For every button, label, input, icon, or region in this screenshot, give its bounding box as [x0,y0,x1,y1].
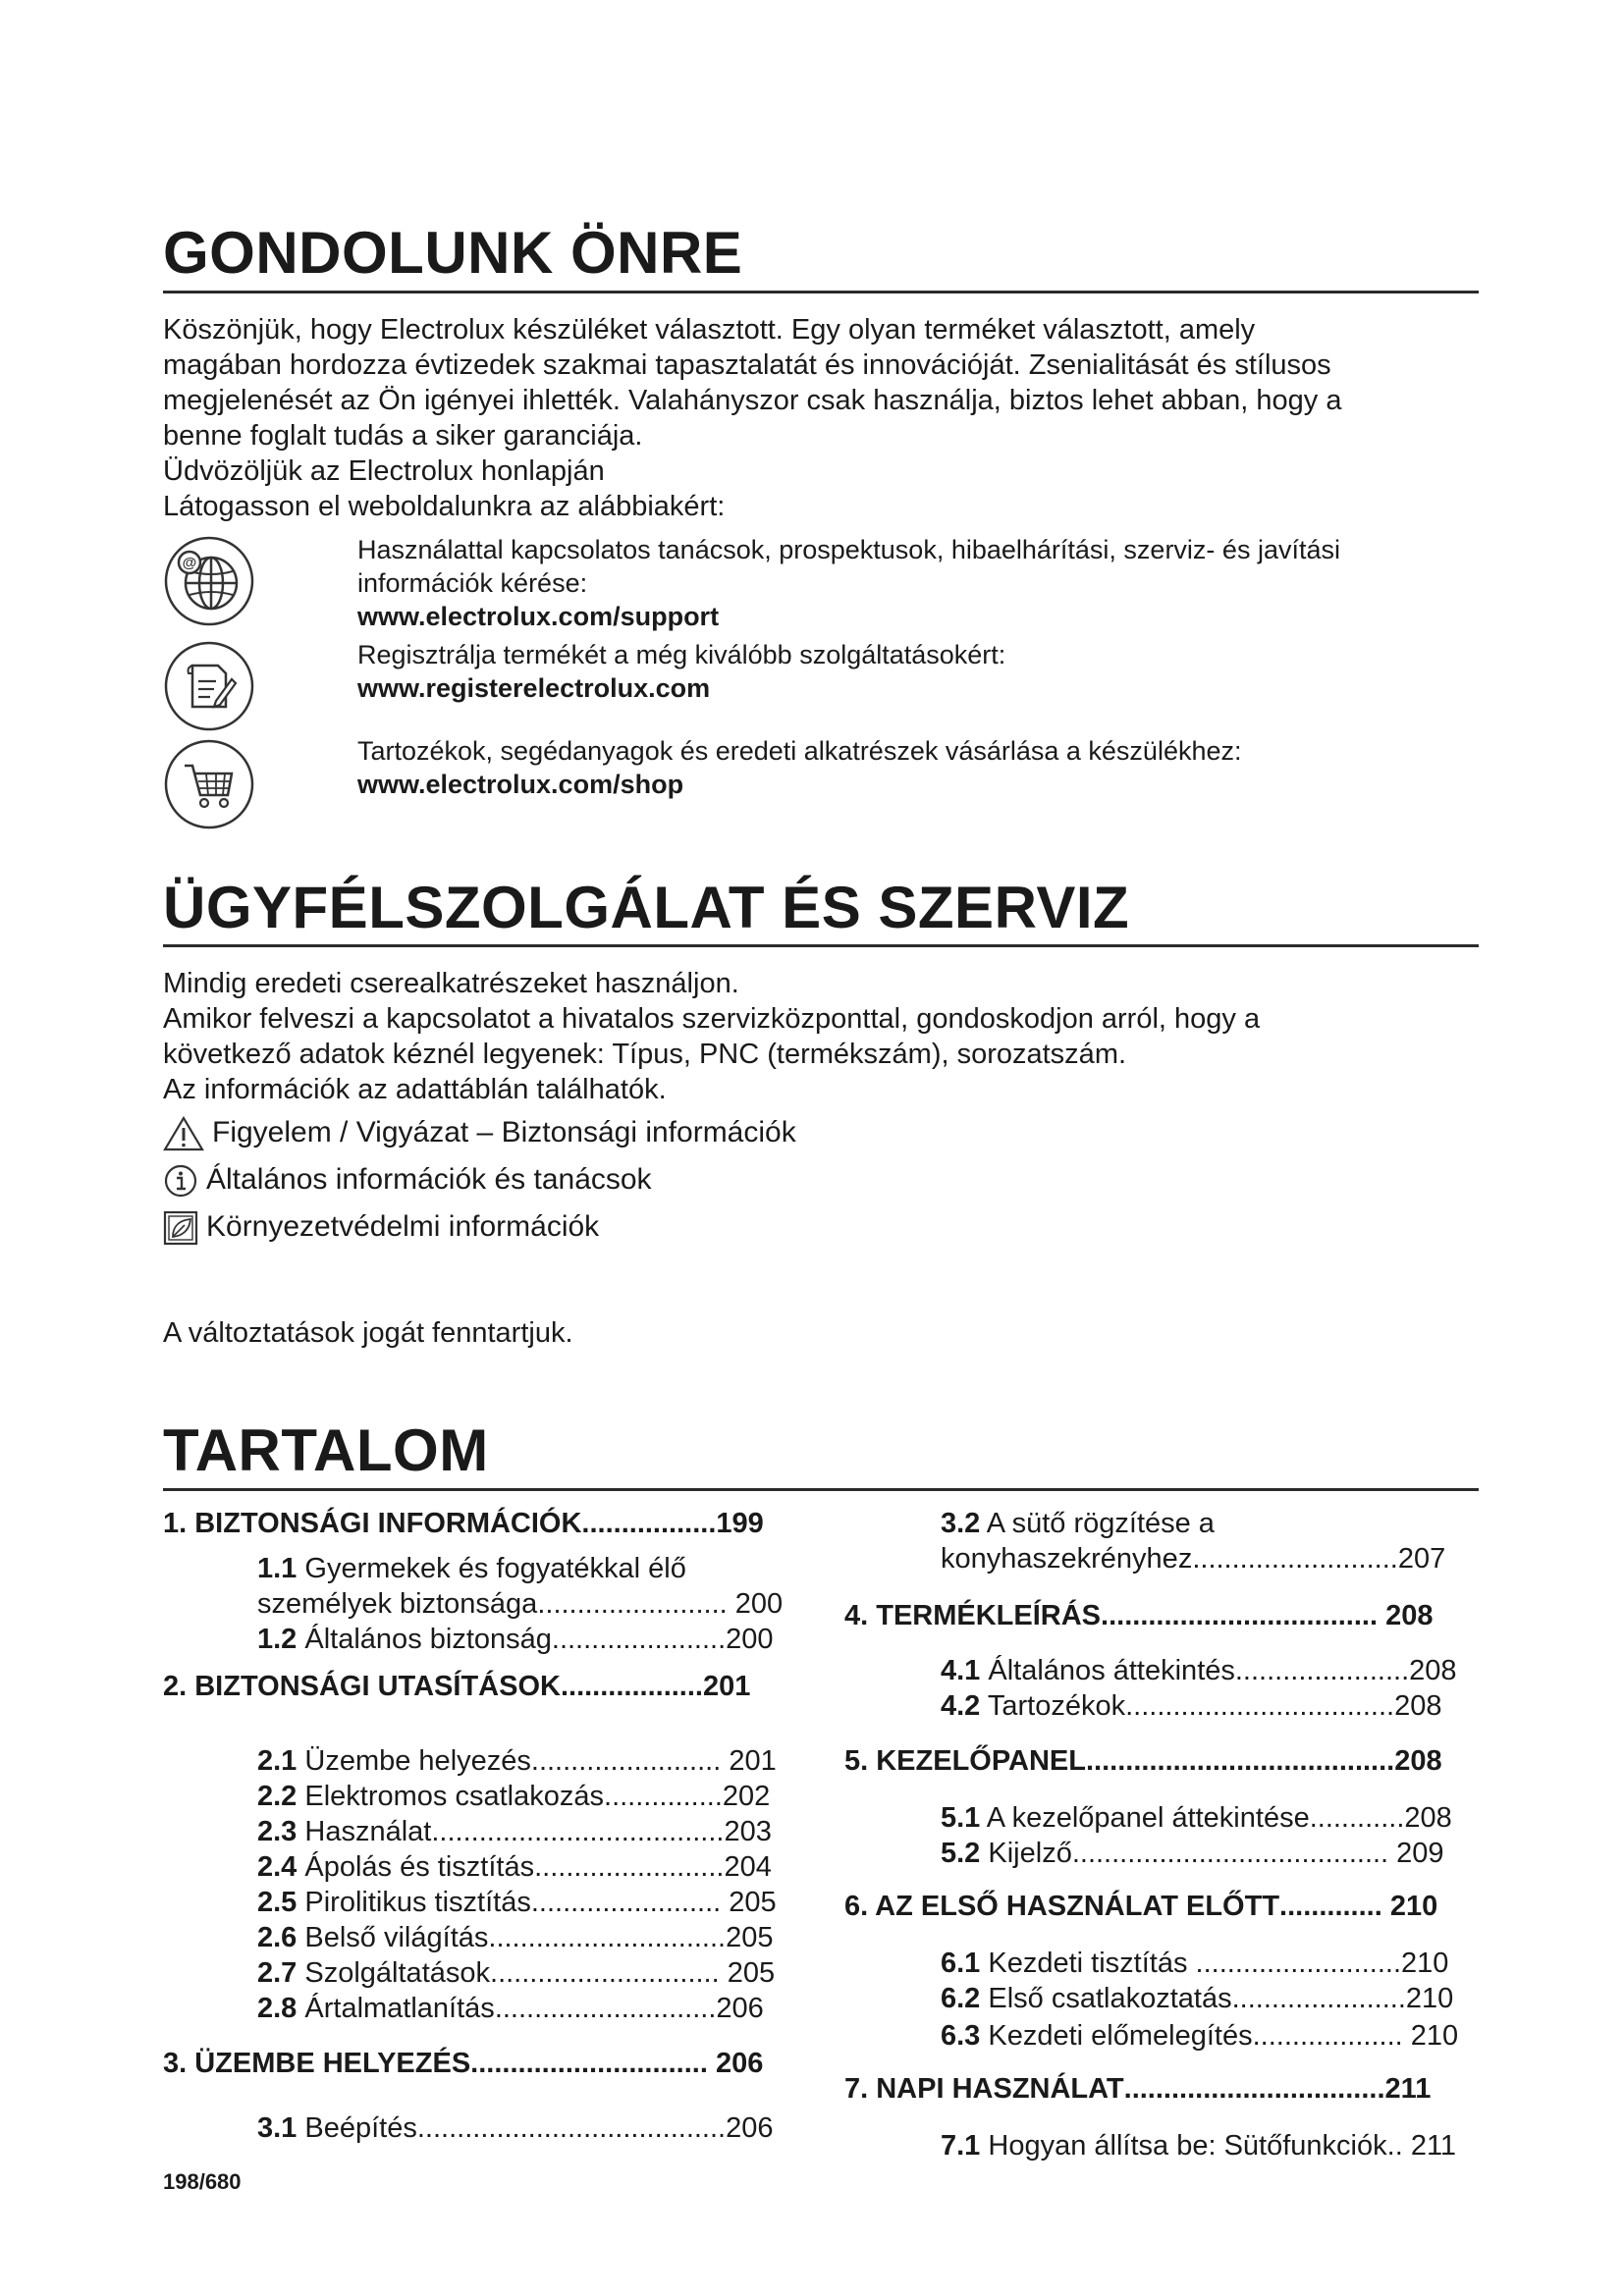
toc-section-number: 2.6 [257,1922,298,1953]
toc-entry-title: Szolgáltatások [304,1957,491,1989]
toc-entry-title: 3. ÜZEMBE HELYEZÉS [163,2048,471,2079]
toc-page-number: 207 [1397,1543,1446,1575]
toc-subsection-entry[interactable] [941,1836,1444,1871]
toc-section-number: 4.1 [941,1655,981,1686]
legend-info [163,1160,1145,1200]
toc-section-number: 5.2 [941,1838,981,1869]
support-link[interactable]: www.electrolux.com/support [357,602,720,631]
toc-section-number: 2.2 [257,1781,298,1812]
toc-page-number: 211 [1402,2130,1457,2162]
contact-line: Használattal kapcsolatos tanácsok, prospektusok, hibaelhárítási, szerviz- és javítási [357,535,1340,564]
toc-dot-leader: .. [1386,2130,1403,2162]
toc-entry-title: 5. KEZELŐPANEL [844,1745,1086,1777]
toc-dot-leader: ............. [1279,1891,1390,1922]
toc-page-number: 208 [1404,1802,1452,1834]
intro-line: Látogasson el weboldalunkra az alábbiakért: [163,491,726,522]
toc-entry-title: Gyermekek és fogyatékkal élő [304,1553,686,1584]
contact-support [163,535,1479,633]
section-rule [163,1488,1479,1491]
toc-entry-title: 7. NAPI HASZNÁLAT [844,2073,1124,2105]
toc-entry-title: személyek biztonsága [257,1588,538,1620]
intro-line: magában hordozza évtizedek szakmai tapasztalatát és innovációját. Zsenialitását és stílusos [163,349,1331,381]
toc-page-number: 210 [1401,1948,1449,1979]
toc-dot-leader: ............... [604,1781,723,1812]
contact-support-text [357,533,1479,633]
toc-entry-title: Kezdeti tisztítás [988,1948,1188,1979]
toc-page-number: 205 [727,1957,776,1989]
contact-line: Tartozékok, segédanyagok és eredeti alkatrészek vásárlása a készülékhez: [357,736,1242,766]
toc-page-number: 206 [726,2112,774,2144]
shopping-cart-icon [163,738,255,830]
toc-dot-leader: ....................................... [1086,1745,1395,1777]
toc-entry-title: konyhaszekrényhez [941,1543,1193,1575]
toc-page-number: 200 [734,1588,784,1620]
service-line: következő adatok kéznél legyenek: Típus, PNC (termékszám), sorozatszám. [163,1039,1127,1070]
toc-dot-leader: ....................................... [416,2112,727,2144]
toc-chapter-entry[interactable] [163,1506,764,1541]
toc-entry-title: Tartozékok [987,1690,1126,1722]
toc-entry-title: Elektromos csatlakozás [304,1781,605,1812]
toc-section-number: 1.2 [257,1624,298,1655]
toc-subsection-entry[interactable] [257,1551,686,1586]
toc-page-number: 210 [1405,1983,1454,2014]
toc-entry-title: Belső világítás [304,1922,489,1953]
toc-entry-title: 4. TERMÉKLEÍRÁS [844,1600,1102,1631]
toc-page-number: 205 [729,1887,777,1918]
toc-subsection-entry[interactable] [257,1991,764,2026]
toc-dot-leader: ........................ [530,1745,730,1777]
toc-section-number: 6.3 [941,2020,981,2052]
toc-dot-leader: .......................... [1187,1948,1402,1979]
toc-entry-title: Ártalmatlanítás [304,1993,495,2024]
section-title-service: ÜGYFÉLSZOLGÁLAT ÉS SZERVIZ [163,875,1130,940]
toc-section-number: 4.2 [941,1690,981,1722]
contact-line: Regisztrálja termékét a még kiválóbb szolgáltatásokért: [357,640,1006,669]
page-number: 198/680 [163,2169,242,2194]
toc-subsection-entry[interactable] [941,1946,1448,1981]
toc-entry-title: Ápolás és tisztítás [304,1851,535,1883]
register-link[interactable]: www.registerelectrolux.com [357,673,711,703]
toc-entry-title: Üzembe helyezés [304,1745,531,1777]
legend-environment [163,1207,1145,1247]
section-title-toc: TARTALOM [163,1417,489,1483]
globe-icon [163,535,255,627]
toc-section-number: 2.8 [257,1993,298,2024]
toc-entry-title: Beépítés [304,2112,417,2144]
toc-chapter-entry[interactable] [163,2046,763,2081]
toc-subsection-entry[interactable] [941,2018,1458,2054]
toc-page-number: 208 [1394,1745,1442,1777]
contact-line: információk kérése: [357,568,588,598]
toc-subsection-entry[interactable] [941,1981,1453,2016]
toc-section-number: 2.5 [257,1887,298,1918]
toc-subsection-entry[interactable] [257,2110,774,2146]
toc-dot-leader: .............................. [488,1922,727,1953]
toc-subsection-entry[interactable] [257,1743,777,1779]
toc-section-number: 3.1 [257,2112,298,2144]
toc-dot-leader: ........................................ [1071,1838,1397,1869]
warning-triangle-icon [163,1116,204,1151]
shop-link[interactable]: www.electrolux.com/shop [357,770,684,799]
toc-entry-title: Kijelző [988,1838,1072,1869]
toc-subsection-entry[interactable] [257,1586,783,1622]
toc-section-number: 3.2 [941,1508,981,1539]
service-line: Az információk az adattáblán találhatók. [163,1074,667,1105]
legend-text: Környezetvédelmi információk [206,1210,600,1243]
toc-dot-leader: ...................... [1231,1983,1406,2014]
info-icon [163,1163,198,1199]
section-rule [163,291,1479,294]
toc-subsection-entry[interactable] [257,1814,772,1849]
toc-section-number: 2.7 [257,1957,298,1989]
register-document-icon [163,640,255,732]
toc-subsection-entry[interactable] [941,1653,1457,1688]
toc-subsection-entry[interactable] [257,1920,774,1955]
toc-page-number: 201 [729,1745,777,1777]
toc-subsection-entry[interactable] [941,2128,1456,2163]
toc-chapter-entry[interactable] [844,1743,1442,1779]
toc-dot-leader: ..................................... [431,1816,725,1847]
toc-section-number: 6.1 [941,1948,981,1979]
toc-page-number: 205 [726,1922,774,1953]
toc-entry-title: Pirolitikus tisztítás [304,1887,531,1918]
toc-subsection-entry[interactable] [257,1885,777,1920]
legend-warning [163,1113,1145,1152]
toc-dot-leader: .................................. [1125,1690,1395,1722]
intro-line: Üdvözöljük az Electrolux honlapján [163,455,605,487]
toc-entry-title: A kezelőpanel áttekintése [986,1802,1310,1834]
toc-subsection-entry[interactable] [941,1506,1215,1541]
toc-section-number: 2.4 [257,1851,298,1883]
toc-subsection-entry[interactable] [257,1849,772,1885]
toc-chapter-entry[interactable] [163,1669,750,1704]
toc-entry-title: 1. BIZTONSÁGI INFORMÁCIÓK [163,1508,582,1539]
toc-page-number: 206 [716,1993,764,2024]
toc-section-number: 7.1 [941,2130,981,2162]
toc-dot-leader: ...................... [551,1624,727,1655]
toc-page-number: 210 [1410,2020,1459,2052]
toc-dot-leader: .......................... [1192,1543,1398,1575]
toc-chapter-entry[interactable] [844,1598,1433,1633]
toc-subsection-entry[interactable] [257,1955,775,1991]
toc-chapter-entry[interactable] [844,1889,1437,1924]
contact-register [163,640,1479,738]
toc-chapter-entry[interactable] [844,2071,1431,2107]
toc-dot-leader: ............................. [490,1957,728,1989]
toc-page-number: 211 [1384,2073,1432,2105]
toc-dot-leader: ........................ [530,1887,730,1918]
toc-page-number: 201 [702,1671,751,1702]
intro-paragraph [163,312,1479,524]
section-rule [163,944,1479,947]
changes-note: A változtatások jogát fenntartjuk. [163,1317,573,1349]
toc-page-number: 199 [716,1508,764,1539]
toc-entry-title: Kezdeti előmelegítés [988,2020,1253,2052]
svg-text:@: @ [182,555,197,571]
toc-entry-title: Első csatlakoztatás [988,1983,1232,2014]
toc-dot-leader: ...................... [1234,1655,1410,1686]
contact-register-text [357,638,1479,705]
toc-dot-leader: ................. [581,1508,717,1539]
toc-entry-title: A sütő rögzítése a [986,1508,1215,1539]
toc-dot-leader: ............ [1309,1802,1405,1834]
toc-entry-title: Általános áttekintés [988,1655,1235,1686]
toc-page-number: 206 [715,2048,764,2079]
service-line: Mindig eredeti cserealkatrészeket használjon. [163,968,739,999]
service-line: Amikor felveszi a kapcsolatot a hivatalos szervizközponttal, gondoskodjon arról, hogy a [163,1003,1261,1035]
toc-dot-leader: ........................ [534,1851,725,1883]
toc-dot-leader: .................. [560,1671,703,1702]
toc-page-number: 208 [1409,1655,1457,1686]
intro-line: benne foglalt tudás a siker garanciája. [163,420,643,452]
toc-page-number: 203 [724,1816,772,1847]
intro-line: megjelenését az Ön igényei ihlették. Valahányszor csak használja, biztos lehet abban, hogy a [163,385,1342,416]
intro-line: Köszönjük, hogy Electrolux készüléket választott. Egy olyan terméket választott, amely [163,314,1256,346]
toc-dot-leader: ............................ [494,1993,717,2024]
toc-subsection-entry[interactable] [941,1800,1452,1836]
toc-page-number: 210 [1389,1891,1438,1922]
toc-page-number: 208 [1394,1690,1442,1722]
toc-dot-leader: ................... [1252,2020,1411,2052]
toc-dot-leader: ........................ [537,1588,735,1620]
leaf-icon [163,1210,198,1246]
toc-entry-title: Hogyan állítsa be: Sütőfunkciók [988,2130,1387,2162]
toc-page-number: 204 [724,1851,772,1883]
section-title-about: GONDOLUNK ÖNRE [163,220,743,286]
toc-entry-title: Általános biztonság [304,1624,552,1655]
contact-shop [163,738,1479,836]
legend-text: Figyelem / Vigyázat – Biztonsági információk [212,1116,796,1148]
toc-entry-title: 6. AZ ELSŐ HASZNÁLAT ELŐTT [844,1891,1280,1922]
toc-subsection-entry[interactable] [257,1622,774,1657]
toc-subsection-entry[interactable] [941,1688,1441,1724]
toc-section-number: 2.3 [257,1816,298,1847]
service-paragraph [163,966,1479,1107]
legend-text: Általános információk és tanácsok [206,1163,652,1196]
toc-page-number: 209 [1396,1838,1444,1869]
toc-subsection-entry[interactable] [941,1541,1445,1576]
toc-section-number: 1.1 [257,1553,298,1584]
toc-page-number: 202 [722,1781,771,1812]
document-page [163,0,1479,2296]
toc-dot-leader: ................................. [1123,2073,1385,2105]
toc-section-number: 6.2 [941,1983,981,2014]
toc-section-number: 2.1 [257,1745,298,1777]
toc-page-number: 200 [726,1624,774,1655]
toc-dot-leader: .............................. [470,2048,716,2079]
toc-entry-title: 2. BIZTONSÁGI UTASÍTÁSOK [163,1671,561,1702]
toc-page-number: 208 [1385,1600,1434,1631]
contact-shop-text [357,734,1479,801]
toc-dot-leader: ................................... [1101,1600,1386,1631]
toc-subsection-entry[interactable] [257,1779,770,1814]
toc-section-number: 5.1 [941,1802,981,1834]
toc-entry-title: Használat [304,1816,432,1847]
